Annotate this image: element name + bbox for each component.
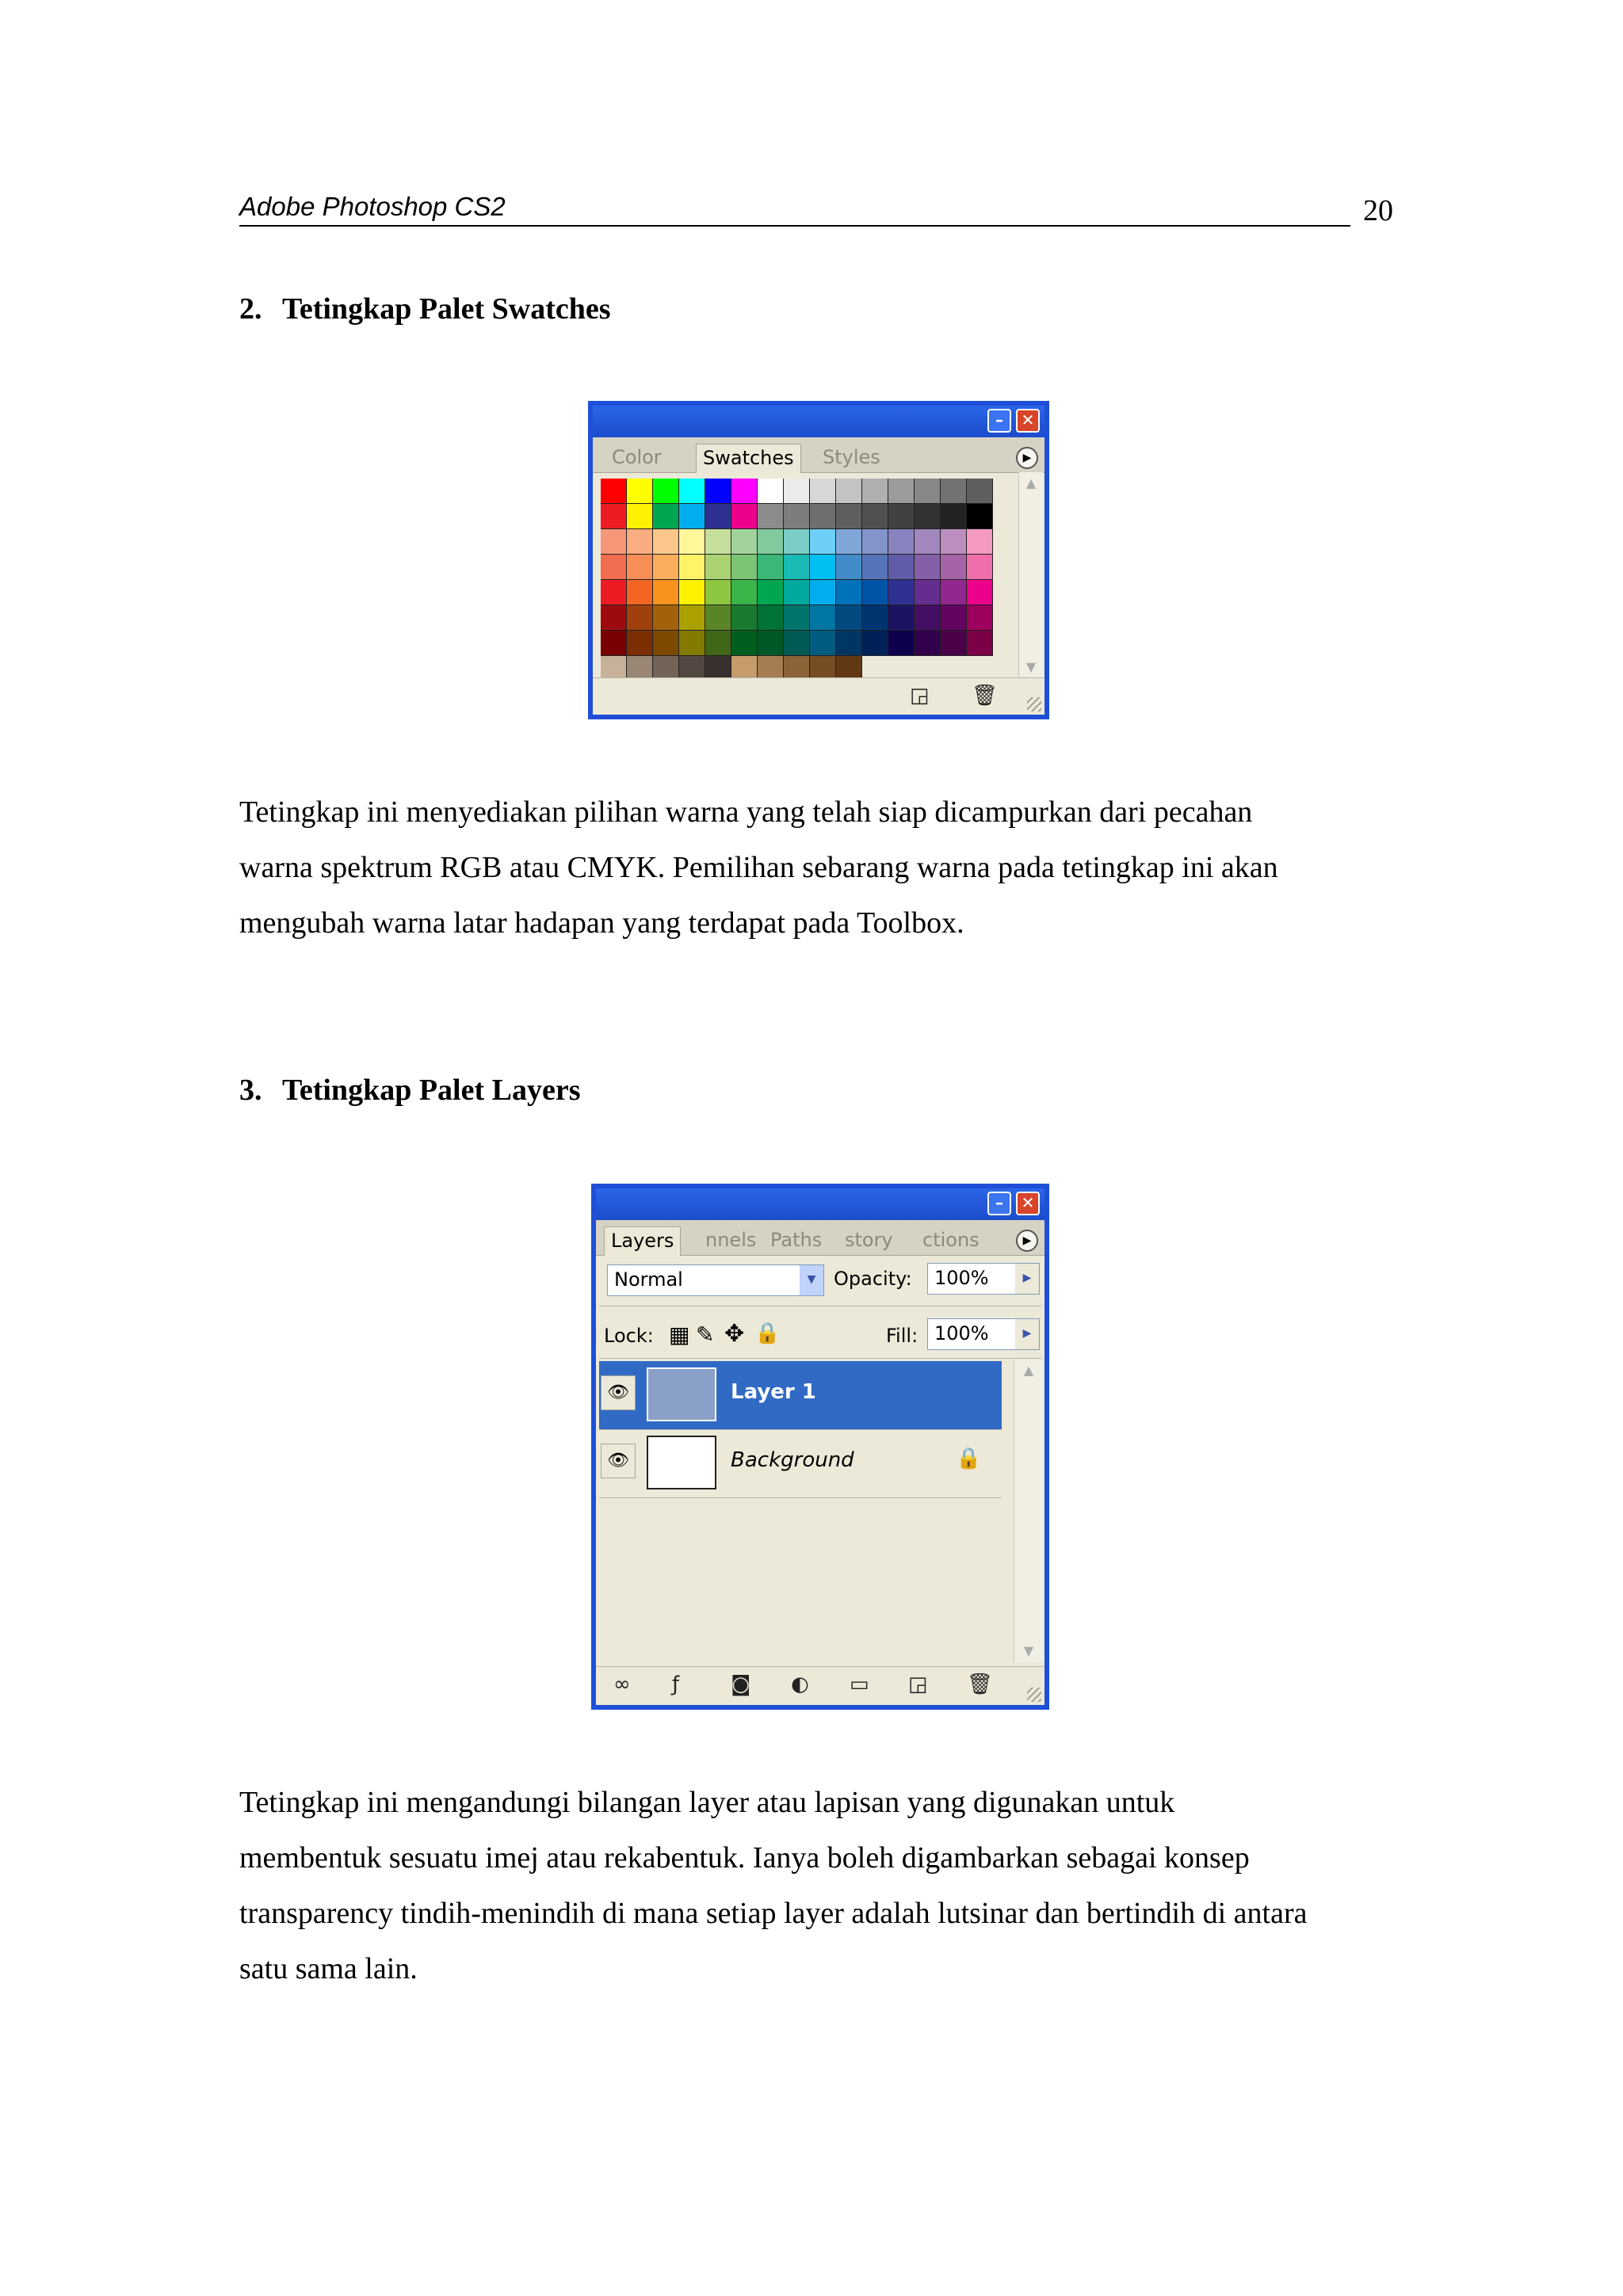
resize-grip-icon[interactable] — [1027, 697, 1041, 711]
swatch[interactable] — [888, 555, 915, 580]
swatch[interactable] — [679, 504, 705, 529]
tab-channels[interactable]: nnels — [705, 1229, 757, 1251]
swatch[interactable] — [758, 529, 784, 555]
swatch[interactable] — [627, 580, 653, 605]
swatch[interactable] — [627, 479, 653, 504]
swatch[interactable] — [653, 580, 679, 605]
layer-name: Background — [731, 1448, 854, 1472]
scroll-down-icon[interactable]: ▼ — [1023, 1643, 1034, 1658]
swatch[interactable] — [836, 631, 862, 656]
swatches-scrollbar[interactable] — [1018, 472, 1043, 678]
layer-row-background[interactable] — [599, 1429, 1002, 1498]
swatch[interactable] — [653, 529, 679, 555]
swatch[interactable] — [758, 631, 784, 656]
swatch[interactable] — [758, 504, 784, 529]
swatch[interactable] — [888, 529, 915, 555]
swatch[interactable] — [862, 631, 888, 656]
new-group-icon[interactable]: ▭ — [850, 1672, 869, 1696]
swatch[interactable] — [836, 479, 862, 504]
layers-palette — [591, 1184, 1049, 1710]
swatch[interactable] — [731, 479, 758, 504]
scroll-down-icon[interactable]: ▼ — [1025, 659, 1037, 674]
swatch[interactable] — [653, 555, 679, 580]
section-number: 3. — [239, 1074, 262, 1107]
swatch[interactable] — [679, 555, 705, 580]
swatch[interactable] — [810, 479, 836, 504]
opacity-input[interactable] — [927, 1263, 1040, 1295]
link-layers-icon[interactable]: ∞ — [613, 1672, 631, 1696]
opacity-value: 100% — [934, 1267, 989, 1289]
text-line: Tetingkap ini mengandungi bilangan layer atau lapisan yang digunakan untuk — [239, 1786, 1175, 1819]
text-line: satu sama lain. — [239, 1952, 418, 1985]
swatch[interactable] — [915, 555, 941, 580]
swatch[interactable] — [967, 504, 993, 529]
swatch[interactable] — [967, 555, 993, 580]
chevron-down-icon[interactable]: ▼ — [800, 1265, 823, 1295]
opacity-arrow-icon[interactable]: ▶ — [1015, 1264, 1039, 1294]
blend-mode-value: Normal — [614, 1268, 683, 1291]
swatch[interactable] — [627, 555, 653, 580]
swatch[interactable] — [627, 529, 653, 555]
swatch[interactable] — [601, 479, 627, 504]
palette-titlebar — [593, 406, 1044, 437]
swatch[interactable] — [888, 504, 915, 529]
text-line: Tetingkap ini menyediakan pilihan warna yang telah siap dicampurkan dari pecahan — [239, 795, 1253, 829]
text-line: membentuk sesuatu imej atau rekabentuk. Ianya boleh digambarkan sebagai konsep — [239, 1841, 1250, 1875]
layer-thumbnail — [647, 1436, 716, 1489]
swatch[interactable] — [915, 479, 941, 504]
section-heading-layers — [239, 1073, 581, 1108]
swatch[interactable] — [784, 631, 810, 656]
swatch[interactable] — [601, 529, 627, 555]
swatch[interactable] — [967, 605, 993, 631]
swatch[interactable] — [653, 504, 679, 529]
close-icon[interactable]: ✕ — [1016, 1192, 1040, 1215]
swatch[interactable] — [941, 580, 967, 605]
close-icon[interactable]: ✕ — [1016, 409, 1040, 433]
swatch[interactable] — [941, 605, 967, 631]
swatch[interactable] — [810, 605, 836, 631]
swatch[interactable] — [941, 479, 967, 504]
fill-input[interactable] — [927, 1318, 1040, 1350]
layer-style-icon[interactable]: ƒ — [672, 1672, 680, 1696]
swatches-palette — [588, 401, 1049, 719]
page-number: 20 — [1363, 194, 1393, 227]
swatch[interactable] — [915, 504, 941, 529]
swatch[interactable] — [862, 529, 888, 555]
swatches-description — [239, 784, 1398, 951]
section-title: Tetingkap Palet Layers — [282, 1074, 581, 1107]
tab-swatches[interactable]: Swatches — [696, 444, 801, 473]
swatch[interactable] — [705, 479, 731, 504]
swatch[interactable] — [679, 580, 705, 605]
minimize-icon[interactable]: – — [987, 409, 1011, 433]
swatch[interactable] — [679, 529, 705, 555]
swatch[interactable] — [967, 580, 993, 605]
swatch[interactable] — [836, 555, 862, 580]
swatch[interactable] — [967, 529, 993, 555]
lock-move-icon[interactable]: ✥ — [724, 1320, 745, 1348]
swatch[interactable] — [784, 580, 810, 605]
layer-thumbnail — [647, 1367, 716, 1421]
swatch[interactable] — [784, 504, 810, 529]
swatch[interactable] — [758, 605, 784, 631]
lock-all-icon[interactable]: 🔒 — [754, 1322, 781, 1345]
swatch[interactable] — [888, 580, 915, 605]
swatch[interactable] — [627, 504, 653, 529]
swatch[interactable] — [810, 555, 836, 580]
swatch[interactable] — [679, 605, 705, 631]
swatch[interactable] — [679, 631, 705, 656]
swatch[interactable] — [888, 605, 915, 631]
swatch[interactable] — [941, 529, 967, 555]
swatch[interactable] — [941, 555, 967, 580]
swatch[interactable] — [862, 504, 888, 529]
swatches-bottom-bar — [593, 677, 1044, 715]
palette-tab-row — [593, 437, 1044, 473]
text-line: transparency tindih-menindih di mana setiap layer adalah lutsinar dan bertindih di antara — [239, 1897, 1308, 1930]
eye-icon[interactable]: 👁 — [601, 1375, 636, 1410]
trash-icon[interactable]: 🗑 — [972, 684, 999, 707]
swatch[interactable] — [810, 580, 836, 605]
text-line: mengubah warna latar hadapan yang terdapat pada Toolbox. — [239, 906, 964, 940]
lock-label: Lock: — [604, 1325, 654, 1347]
swatch[interactable] — [862, 605, 888, 631]
layers-bottom-bar — [596, 1666, 1044, 1705]
lock-paint-icon[interactable]: ✎ — [696, 1322, 715, 1348]
swatch[interactable] — [705, 555, 731, 580]
swatch[interactable] — [758, 555, 784, 580]
swatch[interactable] — [679, 479, 705, 504]
header-rule — [239, 225, 1350, 227]
tab-color[interactable]: Color — [612, 446, 662, 468]
eye-icon[interactable]: 👁 — [601, 1444, 636, 1478]
swatch[interactable] — [862, 580, 888, 605]
swatch[interactable] — [941, 631, 967, 656]
swatch[interactable] — [915, 605, 941, 631]
scroll-up-icon[interactable]: ▲ — [1023, 1363, 1034, 1378]
layer-name: Layer 1 — [731, 1380, 816, 1404]
swatch[interactable] — [941, 504, 967, 529]
swatch[interactable] — [731, 504, 758, 529]
fill-label: Fill: — [886, 1325, 918, 1347]
swatch[interactable] — [836, 529, 862, 555]
lock-icon: 🔒 — [956, 1447, 982, 1470]
swatch[interactable] — [731, 580, 758, 605]
swatch[interactable] — [836, 605, 862, 631]
swatch[interactable] — [784, 555, 810, 580]
swatch[interactable] — [601, 555, 627, 580]
swatch[interactable] — [653, 479, 679, 504]
tab-history[interactable]: story — [845, 1229, 893, 1251]
swatch[interactable] — [601, 605, 627, 631]
swatch[interactable] — [862, 555, 888, 580]
swatch[interactable] — [810, 504, 836, 529]
swatch[interactable] — [836, 580, 862, 605]
divider — [599, 1358, 1041, 1359]
header-title: Adobe Photoshop CS2 — [239, 192, 506, 221]
swatch[interactable] — [731, 631, 758, 656]
swatch[interactable] — [705, 631, 731, 656]
swatch[interactable] — [967, 631, 993, 656]
tab-paths[interactable]: Paths — [770, 1229, 823, 1251]
fill-value: 100% — [934, 1322, 989, 1344]
swatch[interactable] — [627, 605, 653, 631]
palette-menu-icon[interactable]: ▶ — [1016, 447, 1038, 469]
tab-actions[interactable]: ctions — [922, 1229, 980, 1251]
swatch[interactable] — [915, 631, 941, 656]
swatch[interactable] — [888, 631, 915, 656]
swatch[interactable] — [653, 631, 679, 656]
lock-transparency-icon[interactable]: ▦ — [669, 1322, 690, 1348]
swatch[interactable] — [810, 529, 836, 555]
swatch[interactable] — [784, 605, 810, 631]
section-number: 2. — [239, 292, 262, 326]
swatch[interactable] — [705, 504, 731, 529]
palette-titlebar — [596, 1188, 1044, 1220]
swatch[interactable] — [601, 631, 627, 656]
swatch[interactable] — [653, 605, 679, 631]
new-layer-icon[interactable]: ◲ — [908, 1672, 928, 1696]
swatch[interactable] — [758, 479, 784, 504]
swatch[interactable] — [705, 580, 731, 605]
palette-tab-row — [596, 1220, 1044, 1256]
section-title: Tetingkap Palet Swatches — [282, 292, 611, 326]
layers-scrollbar[interactable] — [1014, 1360, 1043, 1662]
swatch[interactable] — [862, 479, 888, 504]
swatch[interactable] — [967, 479, 993, 504]
resize-grip-icon[interactable] — [1027, 1688, 1041, 1702]
layer-row-layer1[interactable] — [599, 1361, 1002, 1430]
swatch[interactable] — [810, 631, 836, 656]
swatch[interactable] — [731, 529, 758, 555]
swatch[interactable] — [731, 605, 758, 631]
swatch[interactable] — [705, 605, 731, 631]
adjustment-layer-icon[interactable]: ◐ — [791, 1672, 809, 1696]
layers-description — [239, 1775, 1398, 1997]
swatch[interactable] — [601, 580, 627, 605]
swatch[interactable] — [915, 580, 941, 605]
blend-mode-select[interactable] — [607, 1264, 824, 1296]
palette-menu-icon[interactable]: ▶ — [1016, 1230, 1038, 1252]
swatch[interactable] — [627, 631, 653, 656]
swatch[interactable] — [784, 529, 810, 555]
tab-layers[interactable]: Layers — [604, 1226, 681, 1256]
tab-styles[interactable]: Styles — [823, 446, 880, 468]
swatch[interactable] — [705, 529, 731, 555]
swatch[interactable] — [601, 504, 627, 529]
fill-arrow-icon[interactable]: ▶ — [1015, 1319, 1039, 1349]
swatch[interactable] — [836, 504, 862, 529]
layer-mask-icon[interactable]: ◙ — [731, 1672, 751, 1696]
section-heading-swatches — [239, 292, 611, 326]
swatch[interactable] — [888, 479, 915, 504]
page-header — [239, 189, 1349, 228]
new-swatch-icon[interactable]: ◲ — [910, 684, 930, 707]
opacity-label: Opacity: — [834, 1268, 912, 1290]
minimize-icon[interactable]: – — [987, 1192, 1011, 1215]
swatch[interactable] — [758, 580, 784, 605]
scroll-up-icon[interactable]: ▲ — [1025, 475, 1037, 490]
text-line: warna spektrum RGB atau CMYK. Pemilihan sebarang warna pada tetingkap ini akan — [239, 851, 1278, 884]
swatch[interactable] — [784, 479, 810, 504]
swatch[interactable] — [731, 555, 758, 580]
swatch[interactable] — [915, 529, 941, 555]
trash-icon[interactable]: 🗑 — [967, 1672, 994, 1696]
